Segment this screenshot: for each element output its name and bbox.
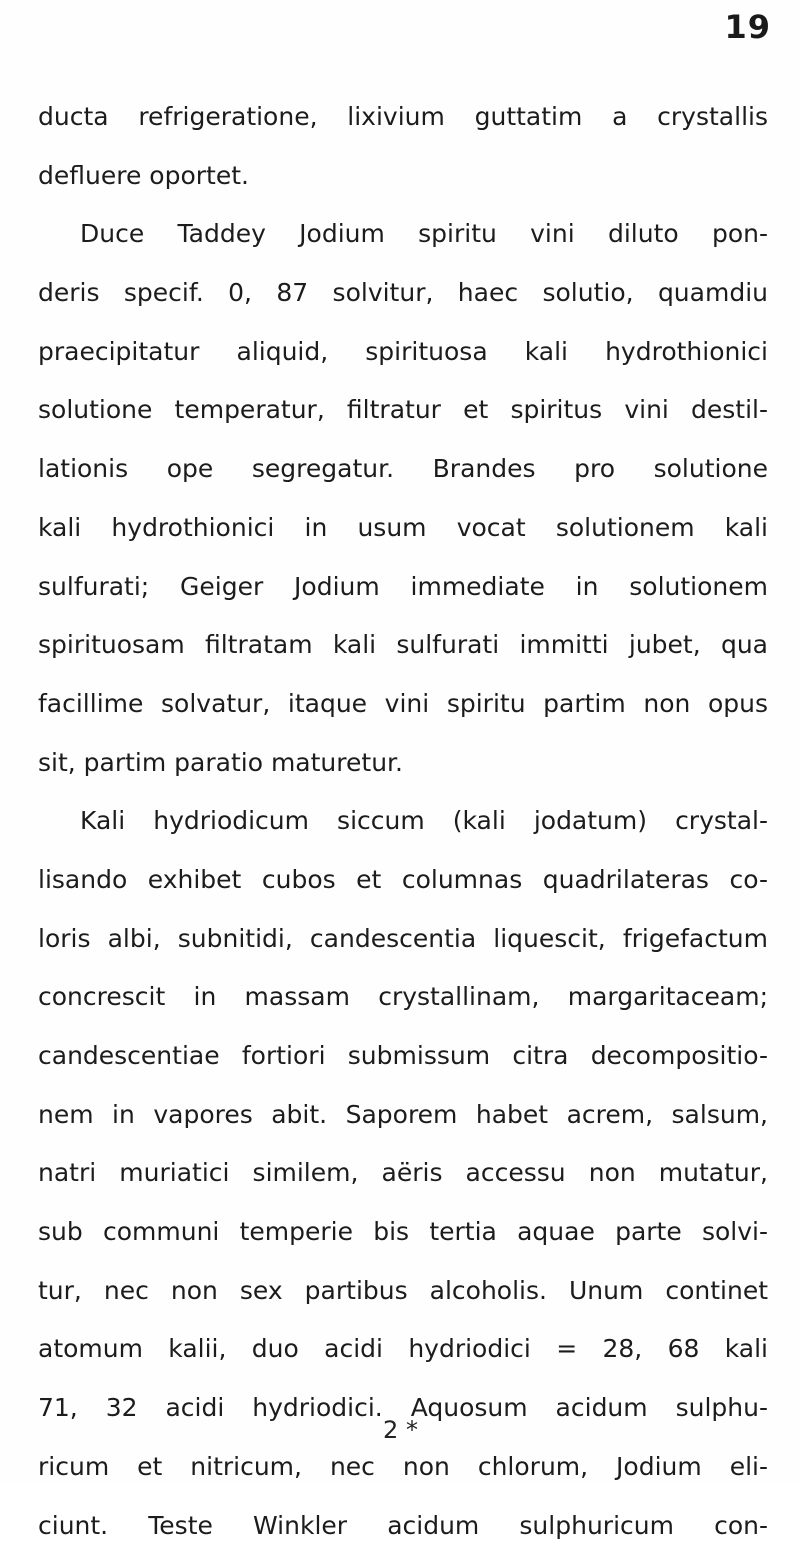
- text-line: deris specif. 0, 87 solvitur, haec solutio, quamdiu: [38, 264, 768, 323]
- text-line: sulfurati; Geiger Jodium immediate in solutionem: [38, 558, 768, 617]
- text-line: kali hydrothionici in usum vocat solutionem kali: [38, 499, 768, 558]
- text-line: ricum et nitricum, nec non chlorum, Jodium eli-: [38, 1438, 768, 1497]
- text-line: spirituosam filtratam kali sulfurati immitti jubet, qua: [38, 616, 768, 675]
- text-line: praecipitatur aliquid, spirituosa kali hydrothionici: [38, 323, 768, 382]
- text-line: ciunt. Teste Winkler acidum sulphuricum con-: [38, 1497, 768, 1555]
- signature-mark: 2 *: [0, 1416, 801, 1444]
- text-line: nem in vapores abit. Saporem habet acrem, salsum,: [38, 1086, 768, 1145]
- text-line: 71, 32 acidi hydriodici. Aquosum acidum sulphu-: [38, 1379, 768, 1438]
- text-line: loris albi, subnitidi, candescentia liquescit, frigefactum: [38, 910, 768, 969]
- page-number: 19: [724, 8, 771, 46]
- text-line: atomum kalii, duo acidi hydriodici = 28, 68 kali: [38, 1320, 768, 1379]
- text-line: defluere oportet.: [38, 147, 768, 206]
- text-line: lationis ope segregatur. Brandes pro solutione: [38, 440, 768, 499]
- text-line: sit, partim paratio maturetur.: [38, 734, 768, 793]
- text-line: ducta refrigeratione, lixivium guttatim a crystallis: [38, 88, 768, 147]
- body-text: [38, 88, 768, 1555]
- text-line: facillime solvatur, itaque vini spiritu partim non opus: [38, 675, 768, 734]
- text-line: Duce Taddey Jodium spiritu vini diluto pon-: [38, 205, 768, 264]
- text-line: tur, nec non sex partibus alcoholis. Unum continet: [38, 1262, 768, 1321]
- text-line: candescentiae fortiori submissum citra decompositio-: [38, 1027, 768, 1086]
- text-line: solutione temperatur, filtratur et spiritus vini destil-: [38, 381, 768, 440]
- text-line: lisando exhibet cubos et columnas quadrilateras co-: [38, 851, 768, 910]
- text-line: Kali hydriodicum siccum (kali jodatum) crystal-: [38, 792, 768, 851]
- text-line: sub communi temperie bis tertia aquae parte solvi-: [38, 1203, 768, 1262]
- text-line: concrescit in massam crystallinam, margaritaceam;: [38, 968, 768, 1027]
- text-line: natri muriatici similem, aëris accessu non mutatur,: [38, 1144, 768, 1203]
